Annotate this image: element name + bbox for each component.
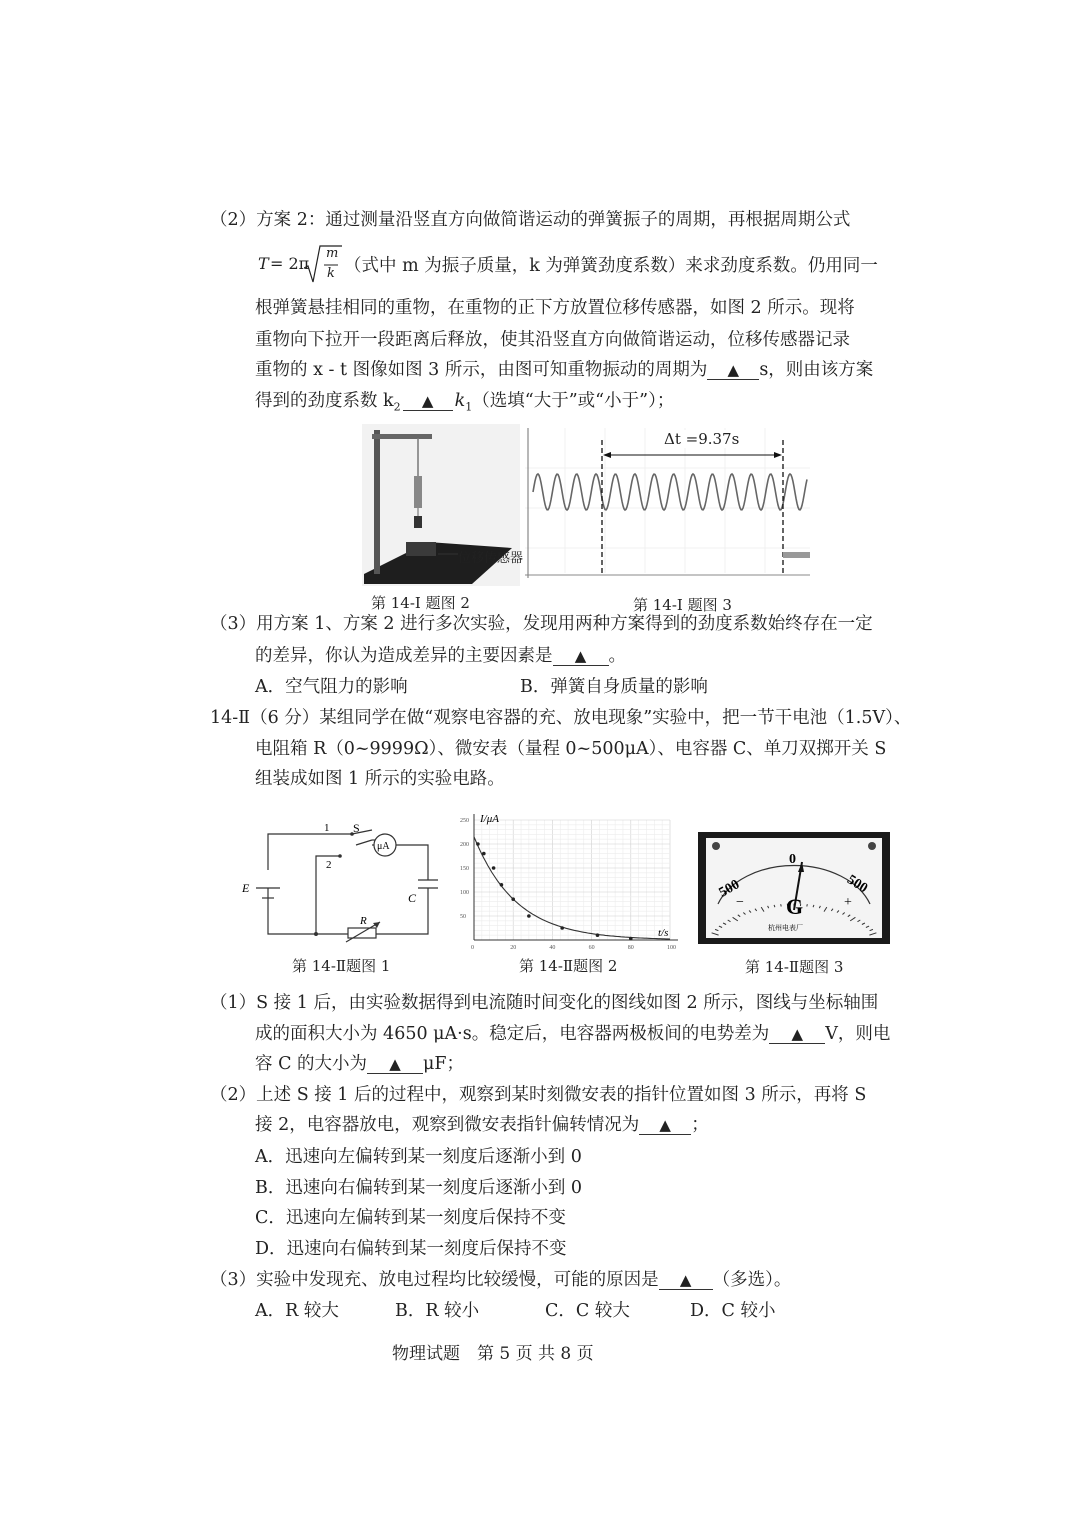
q14-2-2-line-2-text: 接 2，电容器放电，观察到微安表指针偏转情况为 [255, 1115, 640, 1135]
formula-k: k [327, 266, 335, 281]
x-tick-label: 40 [549, 945, 556, 950]
k2-sub: 2 [393, 400, 401, 414]
current-time-chart [452, 810, 682, 950]
circuit-node-2: 2 [326, 859, 332, 871]
data-point [560, 926, 564, 930]
q2-line-5-text: 重物的 x - t 图像如图 3 所示，由图可知重物振动的周期为 [255, 360, 708, 380]
dial-maker: 杭州电表厂 [768, 924, 803, 932]
q14-2-1-line-3-tail: μF； [423, 1054, 465, 1074]
q2-line-1: （2）方案 2：通过测量沿竖直方向做简谐运动的弹簧振子的周期，再根据周期公式 [210, 210, 851, 230]
period-formula [258, 244, 348, 288]
q14-2-2-line-2-tail: ； [691, 1115, 709, 1135]
data-point [511, 897, 515, 901]
q14-2-3-option-d: D．C 较小 [690, 1301, 776, 1321]
k1-text: k [454, 391, 466, 411]
q14-2-3-line-1-text: （3）实验中发现充、放电过程均比较缓慢，可能的原因是 [210, 1270, 659, 1290]
fig14-1-2-caption: 第 14-I 题图 2 [371, 594, 470, 612]
x-tick-label: 0 [471, 945, 474, 950]
dt-label: Δt =9.37s [664, 430, 740, 448]
data-point [500, 883, 504, 887]
q2-line-4: 重物向下拉开一段距离后释放，使其沿竖直方向做简谐运动，位移传感器记录 [255, 330, 850, 350]
dial-tick [807, 904, 808, 906]
dial-plus: + [844, 895, 852, 910]
deflection-blank[interactable]: ▲ [639, 1116, 691, 1135]
y-tick-label: 100 [460, 890, 469, 896]
q3-line-1: （3）用方案 1、方案 2 进行多次实验，发现用两种方案得到的劲度系数始终存在一定 [210, 614, 873, 634]
q2-line-6-tail: （选填“大于”或“小于”）； [472, 391, 675, 411]
fig14-1-3-caption: 第 14-I 题图 3 [633, 596, 732, 614]
y-tick-label: 150 [460, 866, 469, 872]
y-tick-label: 250 [460, 818, 469, 824]
page-footer: 物理试题 第 5 页 共 8 页 [392, 1344, 594, 1364]
k2-text: 得到的劲度系数 k [255, 391, 394, 411]
capacitance-blank[interactable]: ▲ [367, 1055, 423, 1074]
q14-2-line-1: 14-Ⅱ（6 分）某组同学在做“观察电容器的充、放电现象”实验中，把一节干电池（1.5V）、 [210, 708, 912, 728]
xt-waveform-figure [525, 428, 810, 580]
data-point [527, 914, 531, 918]
q3-line-2 [255, 644, 626, 668]
y-tick-label: 50 [460, 914, 466, 920]
dial-G: G [786, 894, 804, 919]
q14-2-3-line-1-tail: （多选）。 [712, 1270, 792, 1290]
q14-2-1-line-1: （1）S 接 1 后，由实验数据得到电流随时间变化的图线如图 2 所示，图线与坐标轴围 [210, 993, 879, 1013]
y-axis-label: I/μA [480, 813, 499, 825]
q14-2-3-line-1 [210, 1268, 791, 1292]
q14-2-1-line-2-tail: V，则电 [825, 1024, 891, 1044]
q14-2-line-2: 电阻箱 R（0~9999Ω）、微安表（量程 0~500μA）、电容器 C、单刀双掷开关 S [255, 739, 887, 759]
cause-blank[interactable]: ▲ [659, 1271, 713, 1290]
data-point [476, 842, 480, 846]
q2-line-5 [255, 358, 873, 382]
dial-right-500: 500 [844, 872, 870, 897]
fig14-2-3-caption: 第 14-Ⅱ题图 3 [745, 958, 844, 976]
compare-blank[interactable]: ▲ [403, 392, 453, 411]
data-point [596, 933, 600, 937]
k1-sub: 1 [465, 400, 473, 414]
reason-blank[interactable]: ▲ [553, 647, 609, 666]
q14-2-2-option-d: D．迅速向右偏转到某一刻度后保持不变 [255, 1239, 567, 1259]
microammeter-dial-photo [698, 832, 890, 944]
q2-line-6 [255, 389, 674, 420]
fig14-2-2-caption: 第 14-Ⅱ题图 2 [519, 957, 618, 975]
q14-2-2-option-c: C．迅速向左偏转到某一刻度后保持不变 [255, 1208, 566, 1228]
data-point [629, 937, 633, 941]
dial-left-500: 500 [716, 877, 743, 901]
circuit-node-1: 1 [324, 822, 330, 834]
q3-option-a: A．空气阻力的影响 [255, 677, 408, 697]
q14-2-2-option-a: A．迅速向左偏转到某一刻度后逐渐小到 0 [255, 1147, 582, 1167]
dial-tick [781, 904, 782, 906]
formula-m: m [326, 246, 339, 261]
circuit-E: E [242, 881, 250, 895]
x-tick-label: 20 [510, 945, 517, 950]
formula-T: T [258, 254, 269, 273]
q2-line-2: （式中 m 为振子质量，k 为弹簧劲度系数）来求劲度系数。仍用同一 [344, 256, 878, 276]
formula-eq: = 2π [270, 254, 310, 273]
q14-2-3-option-c: C．C 较大 [545, 1301, 630, 1321]
circuit-S: S [353, 821, 360, 835]
q14-2-1-line-2 [255, 1022, 890, 1046]
q3-line-2-text: 的差异，你认为造成差异的主要因素是 [255, 646, 553, 666]
x-axis-label: t/s [658, 927, 669, 939]
q14-2-2-option-b: B．迅速向右偏转到某一刻度后逐渐小到 0 [255, 1178, 583, 1198]
data-point [482, 852, 486, 856]
q3-period: 。 [608, 646, 626, 666]
x-tick-label: 60 [588, 945, 595, 950]
x-tick-label: 100 [667, 945, 676, 950]
y-tick-label: 200 [460, 842, 469, 848]
circuit-diagram [240, 818, 445, 946]
period-blank[interactable]: ▲ [707, 361, 759, 380]
q14-2-3-option-b: B．R 较小 [395, 1301, 480, 1321]
q14-2-1-line-3-text: 容 C 的大小为 [255, 1054, 368, 1074]
q2-line-5-unit: s，则由该方案 [759, 360, 874, 380]
q14-2-1-line-3 [255, 1052, 464, 1076]
q2-line-3: 根弹簧悬挂相同的重物，在重物的正下方放置位移传感器，如图 2 所示。现将 [255, 298, 855, 318]
dial-minus: − [736, 895, 744, 910]
q3-option-b: B．弹簧自身质量的影响 [520, 677, 708, 697]
dial-zero: 0 [789, 852, 796, 867]
q14-2-2-line-1: （2）上述 S 接 1 后的过程中，观察到某时刻微安表的指针位置如图 3 所示，再将 S [210, 1085, 867, 1105]
data-point [492, 866, 496, 870]
voltage-blank[interactable]: ▲ [769, 1025, 825, 1044]
fit-curve [474, 837, 670, 939]
circuit-microammeter: μA [377, 841, 390, 852]
sensor-label: 位移传感器 [458, 551, 524, 566]
fig14-2-1-caption: 第 14-Ⅱ题图 1 [292, 957, 391, 975]
q14-2-line-3: 组装成如图 1 所示的实验电路。 [255, 769, 505, 789]
q14-2-3-option-a: A．R 较大 [255, 1301, 339, 1321]
q14-2-2-line-2 [255, 1113, 709, 1137]
circuit-C: C [408, 891, 417, 905]
x-tick-label: 80 [627, 945, 634, 950]
q14-2-1-line-2-text: 成的面积大小为 4650 μA·s。稳定后，电容器两极板间的电势差为 [255, 1024, 770, 1044]
circuit-R: R [360, 915, 367, 927]
